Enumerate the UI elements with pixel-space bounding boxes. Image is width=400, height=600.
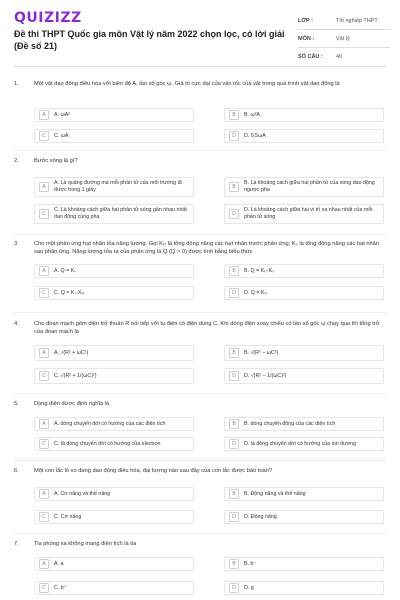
question-number: 2.	[14, 158, 19, 164]
option-text: C. Cơ năng	[54, 513, 82, 520]
option-letter: A	[39, 348, 49, 358]
meta-value: 40	[336, 53, 343, 60]
meta-row-count	[298, 48, 390, 65]
question-7	[14, 540, 386, 600]
option-text: B. √(R² − ωC²)	[244, 349, 279, 356]
question-text: Một vật dao động điều hòa với biên độ A, tần số góc ω. Giá trị cực đại của vận tốc của vật trong quá trình vật dao động là	[34, 81, 340, 87]
question-text: Cho đoạn mạch gồm điện trở thuần R nối tiếp với tụ điện có điện dung C. Khi dòng điện xoay chiều có tần số góc ω chạy qua thì tổng trở của đoạn mạch là	[34, 321, 380, 335]
meta-value: Vật lý	[336, 35, 350, 42]
answer-option-d[interactable]	[224, 437, 384, 451]
answer-option-c[interactable]	[34, 437, 194, 451]
answer-option-b[interactable]	[224, 345, 384, 361]
option-letter: B	[229, 110, 239, 120]
answer-option-a[interactable]	[34, 557, 194, 571]
question-text: Dòng điện được định nghĩa là	[34, 401, 110, 407]
answer-option-d[interactable]	[224, 510, 384, 524]
question-text: Bước sóng là gì?	[34, 158, 78, 164]
meta-key: MÔN :	[298, 35, 315, 42]
option-letter: D	[229, 371, 239, 381]
answer-option-b[interactable]	[224, 264, 384, 278]
answer-option-b[interactable]	[224, 417, 384, 431]
option-text: B. ω²A	[244, 111, 260, 118]
meta-table	[298, 12, 390, 65]
option-text: A. √(R² + ωC²)	[54, 349, 89, 356]
option-text: D. là dòng chuyển dời có hướng của ion dương	[244, 440, 357, 447]
meta-key: LỚP :	[298, 17, 313, 24]
option-text: D. Là khoảng cách giữa hai vị trí xa nhau nhất của mỗi phần tử sóng	[244, 207, 373, 220]
option-text: D. √(R² − 1/(ωC)²)	[244, 372, 287, 379]
question-text: Tia phóng xạ không mang điện tích là tia	[34, 541, 137, 547]
option-letter: A	[39, 110, 49, 120]
option-text: A. ωA²	[54, 111, 70, 118]
option-letter: D	[229, 131, 239, 141]
question-divider	[14, 393, 386, 394]
option-text: C. Q = Kₛ·Kₜᵣ	[54, 289, 85, 296]
meta-key: SỐ CÂU :	[298, 53, 323, 60]
answer-option-c[interactable]	[34, 204, 194, 224]
answer-option-b[interactable]	[224, 557, 384, 571]
question-1	[14, 80, 386, 148]
question-divider	[14, 460, 386, 461]
option-letter: A	[39, 489, 49, 499]
answer-option-b[interactable]	[224, 108, 384, 122]
quizizz-logo: QUIZIZZ	[14, 10, 82, 26]
option-letter: C	[39, 371, 49, 381]
question-divider	[14, 312, 386, 313]
question-number: 6.	[14, 468, 19, 474]
answer-option-c[interactable]	[34, 510, 194, 524]
option-letter: D	[229, 209, 239, 219]
option-letter: B	[229, 489, 239, 499]
option-text: C. là dòng chuyển dời có hướng của electron	[54, 440, 161, 447]
question-number: 7.	[14, 541, 19, 547]
option-text: B. b⁻	[244, 560, 257, 567]
question-divider	[14, 234, 386, 235]
option-text: D. Q = Kₜᵣ	[244, 289, 268, 296]
question-text: Một con lắc lò xo đang dao động điều hòa, đại lượng nào sau đây của con lắc được bảo toàn?	[34, 468, 272, 474]
option-letter: A	[39, 419, 49, 429]
option-letter: C	[39, 583, 49, 593]
answer-option-d[interactable]	[224, 368, 384, 384]
meta-value: Tốt nghiệp THPT	[336, 17, 378, 24]
option-text: A. Cơ năng và thế năng	[54, 490, 111, 497]
answer-option-c[interactable]	[34, 286, 194, 300]
answer-option-d[interactable]	[224, 286, 384, 300]
answer-option-a[interactable]	[34, 487, 194, 501]
question-number: 4.	[14, 321, 19, 327]
answer-option-d[interactable]	[224, 204, 384, 224]
option-text: A. dòng chuyển dời có hướng của các điện tích	[54, 420, 166, 427]
question-4	[14, 320, 386, 390]
option-letter: C	[39, 512, 49, 522]
answer-option-b[interactable]	[224, 487, 384, 501]
option-text: D. g	[244, 584, 254, 591]
option-text: C. Là khoảng cách giữa hai phần tử sóng gần nhau nhất dao động cùng pha	[54, 207, 187, 220]
answer-option-a[interactable]	[34, 345, 194, 361]
option-letter: B	[229, 266, 239, 276]
answer-option-b[interactable]	[224, 177, 384, 197]
option-text: A. Q = Kₛ	[54, 267, 77, 274]
question-6	[14, 467, 386, 529]
option-letter: A	[39, 266, 49, 276]
question-divider	[14, 533, 386, 534]
option-letter: D	[229, 583, 239, 593]
answer-option-c[interactable]	[34, 129, 194, 143]
option-text: B. Là khoảng cách giữa hai phần tử của sóng dao động ngược pha	[244, 180, 375, 193]
option-text: B. Q = Kₜᵣ·Kₛ	[244, 267, 275, 274]
document-title: Đề thi THPT Quốc gia môn Vật lý năm 2022 chọn lọc, có lời giải (Đề số 21)	[14, 29, 285, 51]
option-letter: D	[229, 288, 239, 298]
option-letter: C	[39, 209, 49, 219]
option-letter: B	[229, 348, 239, 358]
option-text: D. 0,5ωA	[244, 132, 266, 139]
option-letter: B	[229, 559, 239, 569]
option-text: C. ωA	[54, 132, 69, 139]
option-text: A. a	[54, 560, 64, 567]
option-letter: C	[39, 288, 49, 298]
option-text: B. Động năng và thế năng	[244, 490, 306, 497]
answer-option-a[interactable]	[34, 417, 194, 431]
question-number: 1.	[14, 81, 19, 87]
option-letter: D	[229, 512, 239, 522]
answer-option-a[interactable]	[34, 177, 194, 197]
question-divider	[14, 150, 386, 151]
answer-option-d[interactable]	[224, 129, 384, 143]
question-number: 3.	[14, 241, 19, 247]
option-letter: C	[39, 439, 49, 449]
header-divider	[14, 66, 386, 67]
answer-option-a[interactable]	[34, 264, 194, 278]
meta-row-class	[298, 12, 390, 30]
option-letter: C	[39, 131, 49, 141]
option-text: C. √(R² + 1/(ωC)²)	[54, 372, 97, 379]
answer-option-a[interactable]	[34, 108, 194, 122]
question-2	[14, 157, 386, 237]
option-text: D. Động năng	[244, 513, 277, 520]
answer-option-c[interactable]	[34, 581, 194, 595]
option-letter: A	[39, 559, 49, 569]
option-text: A. Là quãng đường mà mỗi phần tử của môi trường đi được trong 1 giây	[54, 180, 182, 193]
option-letter: B	[229, 182, 239, 192]
question-text: Cho một phản ứng hạt nhân tỏa năng lượng. Gọi Kₜᵣ là tổng động năng các hạt nhân trước phản ứng; Kₛ là tổng động năng các hạt nhân sau phản ứng. Năng lượng tỏa ra của phản ứng là Q (Q > 0) được tính bằng biểu thức	[34, 241, 380, 255]
option-text: B. dòng chuyển động của các điện tích	[244, 420, 336, 427]
answer-option-d[interactable]	[224, 581, 384, 595]
answer-option-c[interactable]	[34, 368, 194, 384]
question-3	[14, 240, 386, 318]
option-text: C. b⁺	[54, 584, 67, 591]
option-letter: B	[229, 419, 239, 429]
question-number: 5.	[14, 401, 19, 407]
meta-row-subject	[298, 30, 390, 48]
option-letter: A	[39, 182, 49, 192]
question-5	[14, 400, 386, 458]
option-letter: D	[229, 439, 239, 449]
